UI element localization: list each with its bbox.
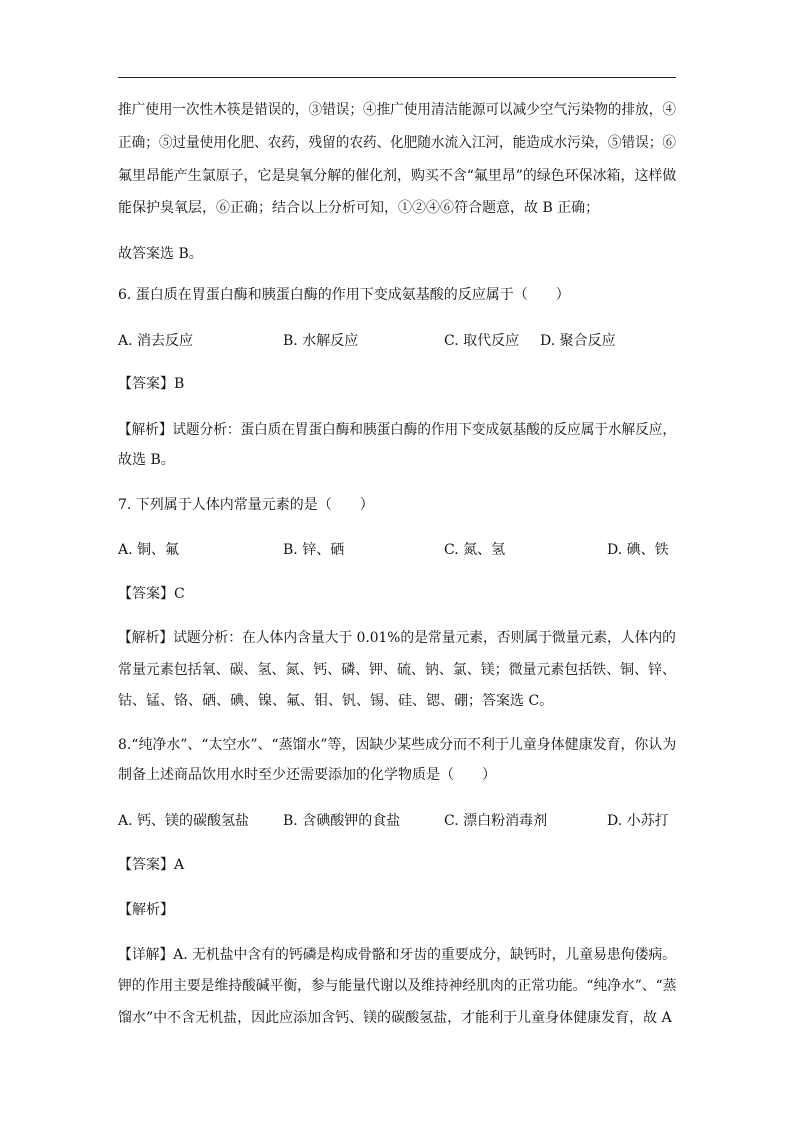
q7-option-c: C. 氮、氢 (444, 542, 506, 558)
q8-option-c: C. 漂白粉消毒剂 (444, 813, 548, 829)
q7-analysis-line-2: 常量元素包括氧、碳、氢、氮、钙、磷、钾、硫、钠、氯、镁；微量元素包括铁、铜、锌、 (118, 662, 676, 678)
intro-line-1: 推广使用一次性木筷是错误的，③错误；④推广使用清洁能源可以减少空气污染物的排放，④ (118, 102, 676, 118)
header-rule (118, 77, 676, 78)
q7-option-a: A. 铜、氟 (118, 542, 180, 558)
q6-answer: 【答案】B (118, 376, 185, 392)
intro-conclusion: 故答案选 B。 (118, 246, 203, 262)
q8-answer: 【答案】A (118, 857, 185, 873)
q7-stem: 7. 下列属于人体内常量元素的是（ ） (118, 497, 374, 513)
q8-stem-line-1: 8.“纯净水”、“太空水”、“蒸馏水”等，因缺少某些成分而不利于儿童身体健康发育，你认为 (118, 737, 677, 753)
q6-option-c: C. 取代反应 (444, 333, 520, 349)
q7-analysis-line-3: 钴、锰、铬、硒、碘、镍、氟、钼、钒、锡、硅、锶、硼；答案选 C。 (118, 693, 554, 709)
q8-detail-line-1: 【详解】A. 无机盐中含有的钙磷是构成骨骼和牙齿的重要成分，缺钙时，儿童易患佝偻病。 (118, 947, 677, 963)
intro-line-3: 氟里昂能产生氯原子，它是臭氧分解的催化剂，购买不含“氟里昂”的绿色环保冰箱，这样做 (118, 168, 677, 184)
q6-stem: 6. 蛋白质在胃蛋白酶和胰蛋白酶的作用下变成氨基酸的反应属于（ ） (118, 287, 570, 303)
q6-option-d: D. 聚合反应 (540, 333, 616, 349)
q8-detail-line-3: 馏水”中不含无机盐，因此应添加含钙、镁的碳酸氢盐，才能利于儿童身体健康发育，故 A (118, 1010, 672, 1026)
q6-analysis-line-2: 故选 B。 (118, 452, 175, 468)
q8-detail-line-2: 钾的作用主要是维持酸碱平衡，参与能量代谢以及维持神经肌肉的正常功能。“纯净水”、“蒸 (118, 978, 677, 994)
intro-line-2: 正确；⑤过量使用化肥、农药，残留的农药、化肥随水流入江河，能造成水污染，⑤错误；⑥ (118, 135, 676, 151)
q8-stem-line-2: 制备上述商品饮用水时至少还需要添加的化学物质是（ ） (118, 767, 496, 783)
q8-option-a: A. 钙、镁的碳酸氢盐 (118, 813, 250, 829)
q7-option-b: B. 锌、硒 (283, 542, 345, 558)
q8-option-d: D. 小苏打 (607, 813, 669, 829)
q7-option-d: D. 碘、铁 (607, 542, 669, 558)
intro-line-4: 能保护臭氧层，⑥正确；结合以上分析可知，①②④⑥符合题意，故 B 正确； (118, 200, 600, 216)
q7-answer: 【答案】C (118, 586, 185, 602)
q7-analysis-line-1: 【解析】试题分析：在人体内含量大于 0.01%的是常量元素，否则属于微量元素，人体内的 (118, 630, 676, 646)
q8-analysis-heading: 【解析】 (118, 902, 174, 918)
q6-option-a: A. 消去反应 (118, 333, 194, 349)
q6-option-b: B. 水解反应 (283, 333, 359, 349)
q8-option-b: B. 含碘酸钾的食盐 (283, 813, 401, 829)
q6-analysis-line-1: 【解析】试题分析：蛋白质在胃蛋白酶和胰蛋白酶的作用下变成氨基酸的反应属于水解反应， (118, 422, 676, 438)
